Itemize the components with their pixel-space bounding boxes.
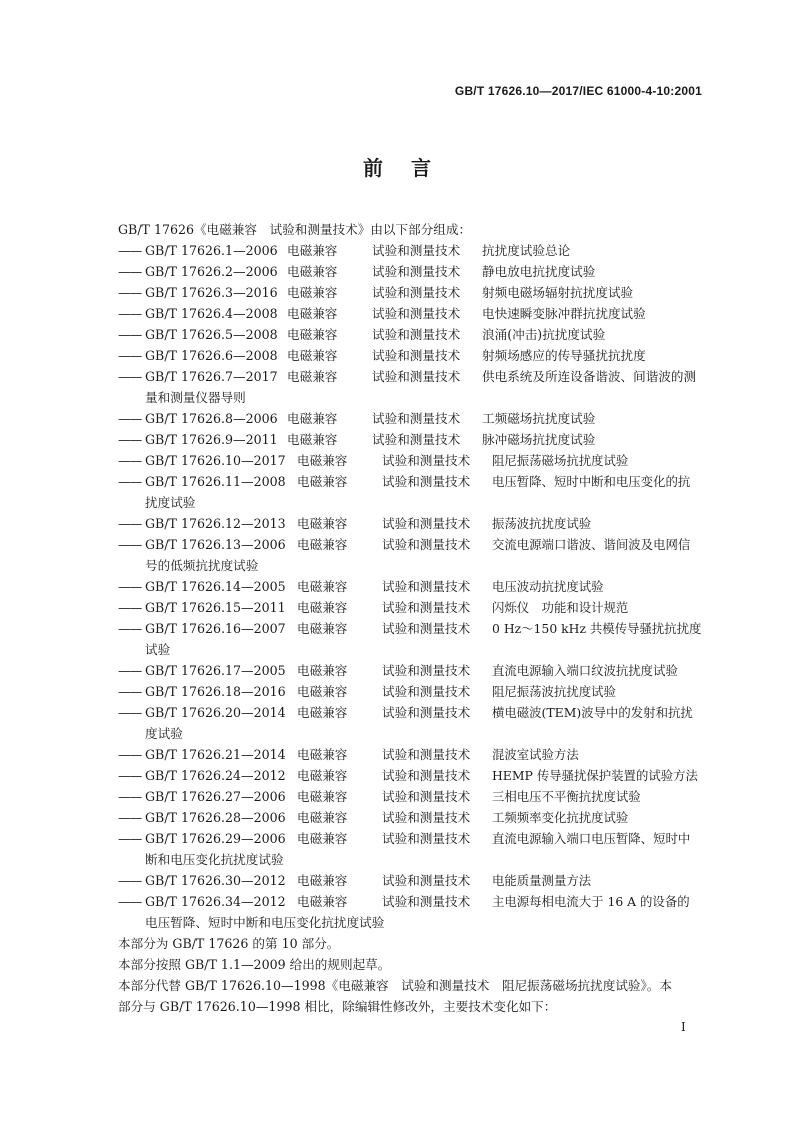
part-title: 射频电磁场辐射抗扰度试验 xyxy=(482,285,634,300)
category-emc: 电磁兼容 xyxy=(287,348,338,363)
standard-number: GB/T 17626.15—2011 xyxy=(145,600,286,615)
part-title: 主电源每相电流大于 16 A 的设备的 xyxy=(492,894,690,909)
category-emc: 电磁兼容 xyxy=(287,369,338,384)
list-item xyxy=(118,618,708,660)
part-title: 阻尼振荡波抗扰度试验 xyxy=(492,684,616,699)
em-dash: —— xyxy=(118,411,142,426)
part-title-continuation: 断和电压变化抗扰度试验 xyxy=(145,852,284,867)
em-dash: —— xyxy=(118,348,142,363)
part-title: 抗扰度试验总论 xyxy=(482,243,571,258)
list-item xyxy=(118,807,708,828)
category-test-tech: 试验和测量技术 xyxy=(382,474,471,489)
category-emc: 电磁兼容 xyxy=(297,537,348,552)
list-item xyxy=(118,366,708,408)
part-title: 供电系统及所连设备谐波、间谐波的测 xyxy=(482,369,697,384)
part-title: 静电放电抗扰度试验 xyxy=(482,264,596,279)
list-item xyxy=(118,786,708,807)
category-test-tech: 试验和测量技术 xyxy=(372,369,461,384)
part-title: 电快速瞬变脉冲群抗扰度试验 xyxy=(482,306,646,321)
part-title: 混波室试验方法 xyxy=(492,747,579,762)
intro-line: GB/T 17626《电磁兼容 试验和测量技术》由以下部分组成： xyxy=(118,222,472,237)
category-emc: 电磁兼容 xyxy=(297,831,348,846)
list-item xyxy=(118,324,708,345)
list-item xyxy=(118,534,708,576)
category-emc: 电磁兼容 xyxy=(287,243,338,258)
standard-part-list xyxy=(118,240,708,933)
category-emc: 电磁兼容 xyxy=(297,453,348,468)
category-test-tech: 试验和测量技术 xyxy=(382,768,471,783)
list-item xyxy=(118,513,708,534)
list-item xyxy=(118,282,708,303)
category-test-tech: 试验和测量技术 xyxy=(382,453,471,468)
page-number: I xyxy=(681,1020,686,1034)
category-emc: 电磁兼容 xyxy=(297,789,348,804)
category-emc: 电磁兼容 xyxy=(297,579,348,594)
category-test-tech: 试验和测量技术 xyxy=(372,411,461,426)
part-title: 脉冲磁场抗扰度试验 xyxy=(482,432,596,447)
em-dash: —— xyxy=(118,768,142,783)
list-item xyxy=(118,450,708,471)
part-title: 浪涌(冲击)抗扰度试验 xyxy=(482,327,606,342)
standard-number: GB/T 17626.4—2008 xyxy=(145,306,278,321)
em-dash: —— xyxy=(118,621,142,636)
part-title-continuation: 电压暂降、短时中断和电压变化抗扰度试验 xyxy=(145,915,385,930)
em-dash: —— xyxy=(118,894,142,909)
category-emc: 电磁兼容 xyxy=(287,285,338,300)
category-emc: 电磁兼容 xyxy=(287,264,338,279)
category-test-tech: 试验和测量技术 xyxy=(382,600,471,615)
standard-number: GB/T 17626.21—2014 xyxy=(145,747,286,762)
part-title-continuation: 量和测量仪器导则 xyxy=(145,390,246,405)
em-dash: —— xyxy=(118,579,142,594)
part-title: 电压波动抗扰度试验 xyxy=(492,579,604,594)
category-emc: 电磁兼容 xyxy=(297,663,348,678)
em-dash: —— xyxy=(118,684,142,699)
em-dash: —— xyxy=(118,873,142,888)
part-title: 射频场感应的传导骚扰抗扰度 xyxy=(482,348,646,363)
paragraph-line: 部分与 GB/T 17626.10—1998 相比，除编辑性修改外，主要技术变化如下： xyxy=(118,999,557,1014)
standard-number: GB/T 17626.24—2012 xyxy=(145,768,286,783)
standard-number: GB/T 17626.2—2006 xyxy=(145,264,278,279)
part-title-continuation: 试验 xyxy=(145,642,171,657)
part-title: 横电磁波(TEM)波导中的发射和抗扰 xyxy=(492,705,693,720)
em-dash: —— xyxy=(118,831,142,846)
standard-number: GB/T 17626.9—2011 xyxy=(145,432,278,447)
part-title: 闪烁仪 功能和设计规范 xyxy=(492,600,629,615)
category-emc: 电磁兼容 xyxy=(287,306,338,321)
paragraph-line: 本部分按照 GB/T 1.1—2009 给出的规则起草。 xyxy=(118,957,391,972)
standard-number: GB/T 17626.5—2008 xyxy=(145,327,278,342)
em-dash: —— xyxy=(118,537,142,552)
em-dash: —— xyxy=(118,516,142,531)
list-item xyxy=(118,576,708,597)
standard-number: GB/T 17626.27—2006 xyxy=(145,789,286,804)
em-dash: —— xyxy=(118,453,142,468)
standard-number: GB/T 17626.11—2008 xyxy=(145,474,286,489)
category-emc: 电磁兼容 xyxy=(297,873,348,888)
category-test-tech: 试验和测量技术 xyxy=(372,306,461,321)
list-item xyxy=(118,660,708,681)
standard-number: GB/T 17626.20—2014 xyxy=(145,705,286,720)
part-title: 阻尼振荡磁场抗扰度试验 xyxy=(492,453,629,468)
part-title-continuation: 扰度试验 xyxy=(145,495,196,510)
standard-number: GB/T 17626.29—2006 xyxy=(145,831,286,846)
list-item xyxy=(118,345,708,366)
list-item xyxy=(118,870,708,891)
standard-number: GB/T 17626.6—2008 xyxy=(145,348,278,363)
list-item xyxy=(118,597,708,618)
part-title: 三相电压不平衡抗扰度试验 xyxy=(492,789,641,804)
standard-number: GB/T 17626.3—2016 xyxy=(145,285,278,300)
em-dash: —— xyxy=(118,474,142,489)
standard-code-header: GB/T 17626.10—2017/IEC 61000-4-10:2001 xyxy=(454,84,702,98)
list-item xyxy=(118,240,708,261)
category-test-tech: 试验和测量技术 xyxy=(382,579,471,594)
category-emc: 电磁兼容 xyxy=(297,747,348,762)
category-test-tech: 试验和测量技术 xyxy=(382,537,471,552)
category-test-tech: 试验和测量技术 xyxy=(382,684,471,699)
standard-number: GB/T 17626.18—2016 xyxy=(145,684,286,699)
em-dash: —— xyxy=(118,432,142,447)
category-emc: 电磁兼容 xyxy=(297,705,348,720)
standard-number: GB/T 17626.7—2017 xyxy=(145,369,278,384)
category-emc: 电磁兼容 xyxy=(287,327,338,342)
em-dash: —— xyxy=(118,285,142,300)
category-test-tech: 试验和测量技术 xyxy=(382,810,471,825)
category-emc: 电磁兼容 xyxy=(297,894,348,909)
standard-number: GB/T 17626.12—2013 xyxy=(145,516,286,531)
list-item xyxy=(118,744,708,765)
category-emc: 电磁兼容 xyxy=(297,600,348,615)
em-dash: —— xyxy=(118,306,142,321)
em-dash: —— xyxy=(118,600,142,615)
category-emc: 电磁兼容 xyxy=(297,474,348,489)
list-item xyxy=(118,891,708,933)
category-test-tech: 试验和测量技术 xyxy=(382,663,471,678)
part-title: 电压暂降、短时中断和电压变化的抗 xyxy=(492,474,691,489)
part-title: 工频频率变化抗扰度试验 xyxy=(492,810,629,825)
part-title: 直流电源输入端口纹波抗扰度试验 xyxy=(492,663,678,678)
page-title: 前言 xyxy=(363,156,459,180)
category-test-tech: 试验和测量技术 xyxy=(382,747,471,762)
standard-number: GB/T 17626.10—2017 xyxy=(145,453,286,468)
list-item xyxy=(118,681,708,702)
category-emc: 电磁兼容 xyxy=(297,768,348,783)
category-test-tech: 试验和测量技术 xyxy=(382,705,471,720)
category-emc: 电磁兼容 xyxy=(297,621,348,636)
standard-number: GB/T 17626.34—2012 xyxy=(145,894,286,909)
standard-number: GB/T 17626.1—2006 xyxy=(145,243,278,258)
em-dash: —— xyxy=(118,810,142,825)
category-emc: 电磁兼容 xyxy=(297,516,348,531)
standard-number: GB/T 17626.30—2012 xyxy=(145,873,286,888)
part-title-continuation: 号的低频抗扰度试验 xyxy=(145,558,259,573)
list-item xyxy=(118,261,708,282)
part-title-continuation: 度试验 xyxy=(145,726,183,741)
document-body xyxy=(118,219,708,1017)
standard-number: GB/T 17626.8—2006 xyxy=(145,411,278,426)
category-test-tech: 试验和测量技术 xyxy=(372,243,461,258)
category-emc: 电磁兼容 xyxy=(287,411,338,426)
list-item xyxy=(118,702,708,744)
part-title: 直流电源输入端口电压暂降、短时中 xyxy=(492,831,691,846)
standard-number: GB/T 17626.13—2006 xyxy=(145,537,286,552)
standard-number: GB/T 17626.16—2007 xyxy=(145,621,286,636)
em-dash: —— xyxy=(118,243,142,258)
list-item xyxy=(118,303,708,324)
em-dash: —— xyxy=(118,663,142,678)
category-test-tech: 试验和测量技术 xyxy=(382,789,471,804)
part-title: 电能质量测量方法 xyxy=(492,873,592,888)
em-dash: —— xyxy=(118,327,142,342)
part-title: HEMP 传导骚扰保护装置的试验方法 xyxy=(492,768,698,783)
em-dash: —— xyxy=(118,705,142,720)
list-item xyxy=(118,765,708,786)
paragraph-line: 本部分代替 GB/T 17626.10—1998《电磁兼容 试验和测量技术 阻尼振荡磁场抗扰度试验》。本 xyxy=(118,978,672,993)
standard-number: GB/T 17626.28—2006 xyxy=(145,810,286,825)
category-emc: 电磁兼容 xyxy=(297,810,348,825)
category-test-tech: 试验和测量技术 xyxy=(372,327,461,342)
part-title: 工频磁场抗扰度试验 xyxy=(482,411,596,426)
em-dash: —— xyxy=(118,264,142,279)
category-emc: 电磁兼容 xyxy=(287,432,338,447)
category-test-tech: 试验和测量技术 xyxy=(382,516,471,531)
list-item xyxy=(118,408,708,429)
category-test-tech: 试验和测量技术 xyxy=(372,285,461,300)
category-test-tech: 试验和测量技术 xyxy=(372,348,461,363)
em-dash: —— xyxy=(118,747,142,762)
standard-number: GB/T 17626.17—2005 xyxy=(145,663,286,678)
category-test-tech: 试验和测量技术 xyxy=(372,432,461,447)
category-test-tech: 试验和测量技术 xyxy=(382,831,471,846)
category-test-tech: 试验和测量技术 xyxy=(382,621,471,636)
standard-number: GB/T 17626.14—2005 xyxy=(145,579,286,594)
part-title: 0 Hz～150 kHz 共模传导骚扰抗扰度 xyxy=(492,621,702,636)
list-item xyxy=(118,828,708,870)
category-test-tech: 试验和测量技术 xyxy=(372,264,461,279)
part-title: 交流电源端口谐波、谐间波及电网信 xyxy=(492,537,691,552)
part-title: 振荡波抗扰度试验 xyxy=(492,516,592,531)
category-test-tech: 试验和测量技术 xyxy=(382,894,471,909)
category-test-tech: 试验和测量技术 xyxy=(382,873,471,888)
category-emc: 电磁兼容 xyxy=(297,684,348,699)
em-dash: —— xyxy=(118,369,142,384)
em-dash: —— xyxy=(118,789,142,804)
paragraph-block xyxy=(118,933,708,1017)
list-item xyxy=(118,429,708,450)
list-item xyxy=(118,471,708,513)
paragraph-line: 本部分为 GB/T 17626 的第 10 部分。 xyxy=(118,936,340,951)
